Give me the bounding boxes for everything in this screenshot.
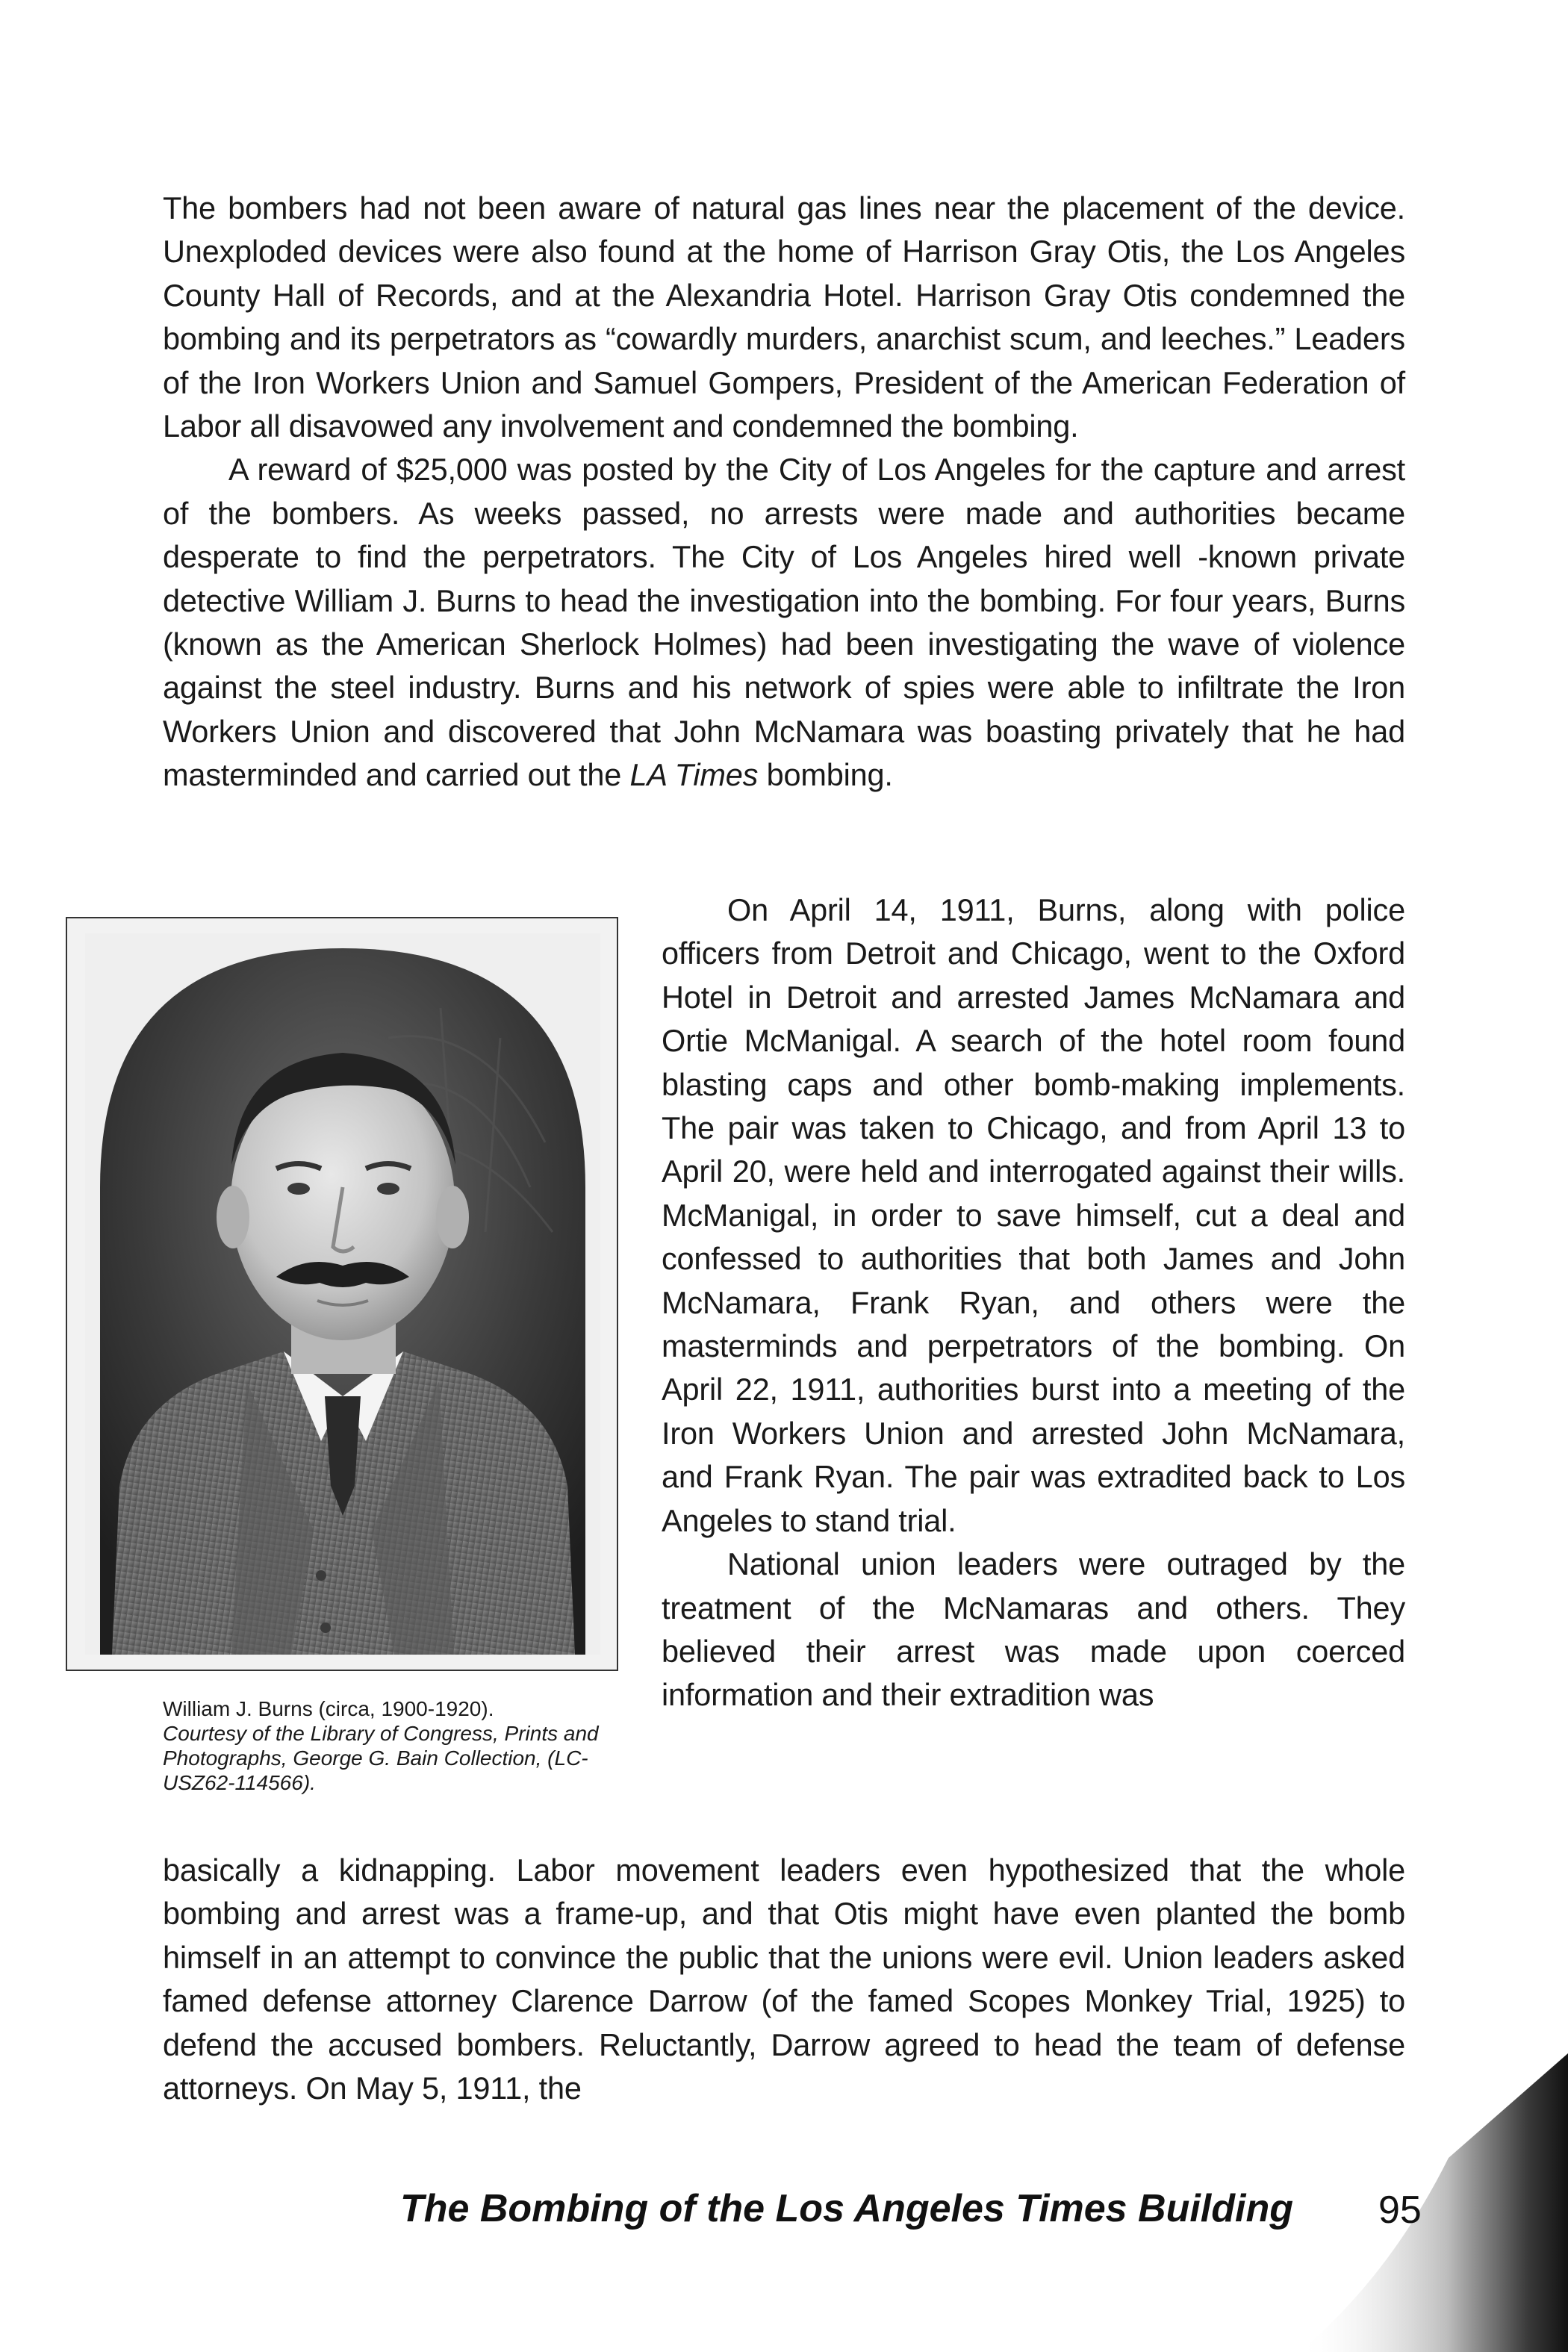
portrait-illustration: [67, 918, 617, 1670]
photo-caption: [163, 1696, 611, 1795]
caption-title: William J. Burns (circa, 1900-1920).: [163, 1697, 494, 1720]
bottom-text-column: [163, 1849, 1405, 2110]
paragraph-4-end: basically a kidnapping. Labor movement leaders even hypothesized that the whole bombing and arrest was a frame-up, and that Otis might have even planted the bomb himself in an attempt to convince the public that the unions were evil. Union leaders asked famed defense attorney Clarence Darrow (of the famed Scopes Monkey Trial, 1925) to defend the accused bombers. Reluctantly, Darrow agreed to head the team of defense attorneys. On May 5, 1911, the: [163, 1852, 1405, 2106]
paragraph-3: On April 14, 1911, Burns, along with police officers from Detroit and Chicago, went to the Oxford Hotel in Detroit and arrested James McNamara and Ortie McManigal. A search of the hotel room found blasting caps and other bomb-making implements. The pair was taken to Chicago, and from April 13 to April 20, were held and interrogated against their wills. McManigal, in order to save himself, cut a deal and confessed to authorities that both James and John McNamara, Frank Ryan, and others were the masterminds and perpetrators of the bombing. On April 22, 1911, authorities burst into a meeting of the Iron Workers Union and arrested John McNamara, and Frank Ryan. The pair was extradited back to Los Angeles to stand trial.: [662, 892, 1405, 1538]
portrait-photo: [66, 917, 618, 1671]
paragraph-2-text: A reward of $25,000 was posted by the City of Los Angeles for the capture and arrest of the bombers. As weeks passed, no arrests were made and authorities became desperate to find the perpetrators. The City of Los Angeles hired well -known private detective William J. Burns to head the investigation into the bombing. For four years, Burns (known as the American Sherlock Holmes) had been investigating the wave of violence against the steel industry. Burns and his network of spies were able to infiltrate the Iron Workers Union and discovered that John McNamara was boasting privately that he had masterminded and carried out the: [163, 452, 1405, 793]
right-text-column: [662, 889, 1405, 1717]
top-text-column: [163, 187, 1405, 797]
page-number: 95: [1378, 2188, 1422, 2232]
corner-shade-decoration: [1299, 2053, 1568, 2352]
paragraph-4-start: National union leaders were outraged by the treatment of the McNamaras and others. They believed their arrest was made upon coerced information and their extradition was: [662, 1546, 1405, 1713]
paragraph-1: The bombers had not been aware of natural gas lines near the placement of the device. Unexploded devices were also found at the home of Harrison Gray Otis, the Los Angeles County Hall of Records, and at the Alexandria Hotel. Harrison Gray Otis condemned the bombing and its perpetrators as “cowardly murders, anarchist scum, and leeches.” Leaders of the Iron Workers Union and Samuel Gompers, President of the American Federation of Labor all disavowed any involvement and condemned the bombing.: [163, 190, 1405, 444]
running-footer-title: The Bombing of the Los Angeles Times Building: [399, 2187, 1293, 2230]
paragraph-2-italic: LA Times: [629, 757, 759, 793]
paragraph-2-end: bombing.: [758, 757, 893, 793]
caption-credit: Courtesy of the Library of Congress, Prints and Photographs, George G. Bain Collection, (LC-USZ62-114566).: [163, 1722, 599, 1794]
paragraph-2: [163, 448, 1405, 797]
